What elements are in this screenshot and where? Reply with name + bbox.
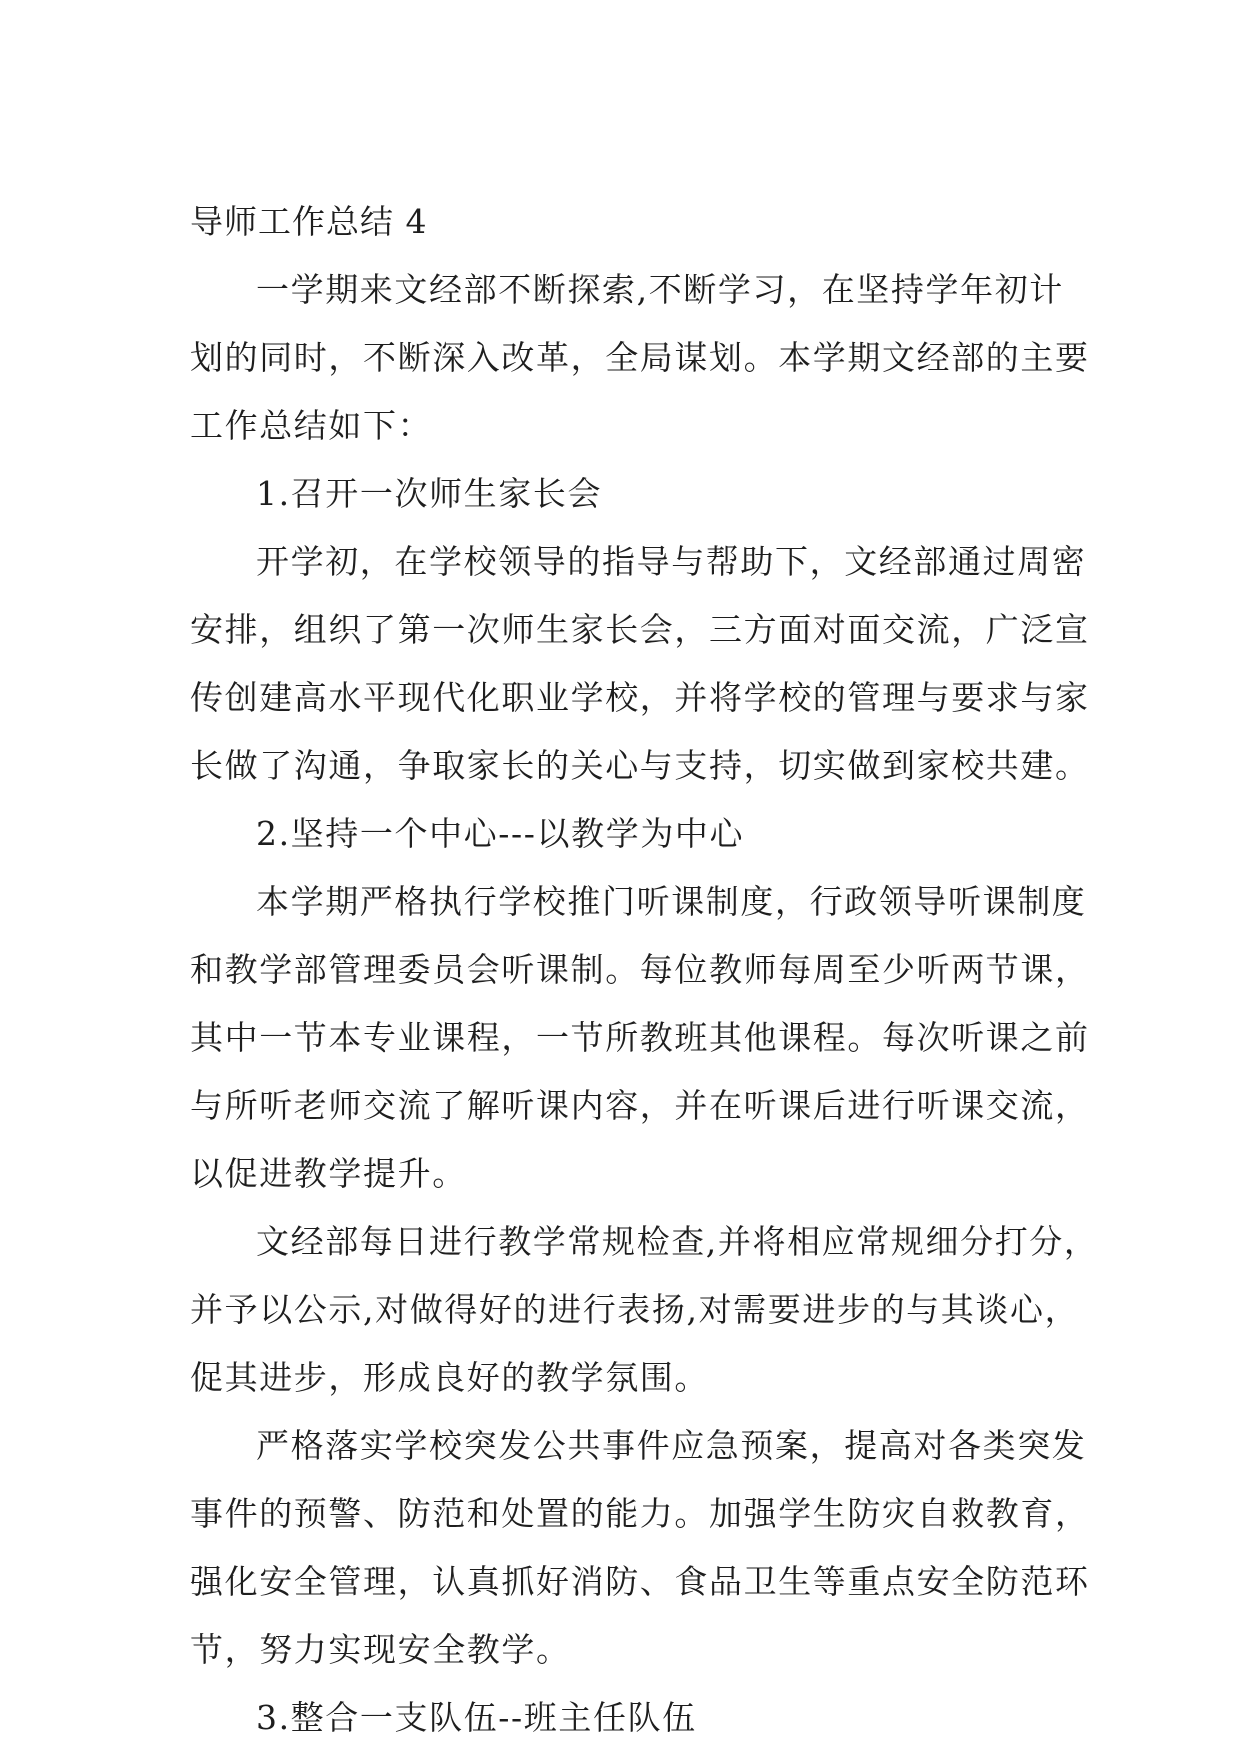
text-line: 2.坚持一个中心---以教学为中心 <box>256 814 745 853</box>
text-line: 文经部每日进行教学常规检查,并将相应常规细分打分， <box>256 1222 1099 1261</box>
text-line: 事件的预警、防范和处置的能力。加强学生防灾自救教育， <box>190 1494 1090 1533</box>
text-line: 工作总结如下： <box>190 406 433 445</box>
text-line: 以促进教学提升。 <box>190 1154 467 1193</box>
text-line: 并予以公示,对做得好的进行表扬,对需要进步的与其谈心， <box>190 1290 1080 1329</box>
text-line: 开学初，在学校领导的指导与帮助下，文经部通过周密 <box>256 542 1087 581</box>
text-line: 和教学部管理委员会听课制。每位教师每周至少听两节课， <box>190 950 1090 989</box>
text-line: 与所听老师交流了解听课内容，并在听课后进行听课交流， <box>190 1086 1090 1125</box>
text-line: 节，努力实现安全教学。 <box>190 1630 571 1669</box>
document-text <box>190 256 1099 1752</box>
text-line: 划的同时，不断深入改革，全局谋划。本学期文经部的主要 <box>190 338 1090 377</box>
text-line: 其中一节本专业课程，一节所教班其他课程。每次听课之前 <box>190 1018 1090 1057</box>
text-line: 1.召开一次师生家长会 <box>256 474 603 513</box>
text-line: 安排，组织了第一次师生家长会，三方面对面交流，广泛宣 <box>190 610 1090 649</box>
document-body <box>190 188 1099 1752</box>
text-line: 长做了沟通，争取家长的关心与支持，切实做到家校共建。 <box>190 746 1090 785</box>
text-line: 强化安全管理，认真抓好消防、食品卫生等重点安全防范环 <box>190 1562 1090 1601</box>
text-line: 一学期来文经部不断探索,不断学习，在坚持学年初计 <box>256 270 1064 309</box>
text-line: 本学期严格执行学校推门听课制度，行政领导听课制度 <box>256 882 1087 921</box>
text-line: 3.整合一支队伍--班主任队伍 <box>256 1698 697 1737</box>
document-title: 导师工作总结 4 <box>190 202 428 241</box>
text-line: 严格落实学校突发公共事件应急预案，提高对各类突发 <box>256 1426 1087 1465</box>
text-line: 促其进步，形成良好的教学氛围。 <box>190 1358 709 1397</box>
text-line: 传创建高水平现代化职业学校，并将学校的管理与要求与家 <box>190 678 1090 717</box>
